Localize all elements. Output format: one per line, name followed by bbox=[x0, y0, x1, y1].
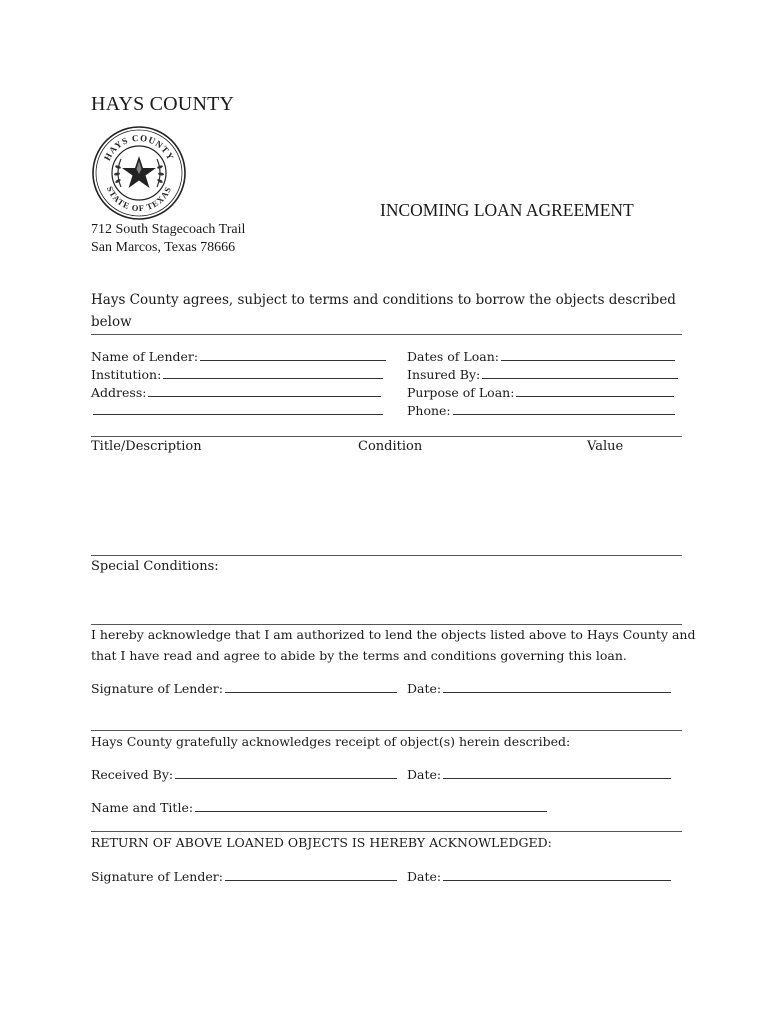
county-seal-logo bbox=[91, 125, 187, 221]
insured-by-input[interactable] bbox=[482, 367, 678, 379]
address-line-1: 712 South Stagecoach Trail bbox=[91, 222, 246, 237]
insured-by-field[interactable] bbox=[407, 367, 678, 382]
acknowledgement-date-label: Date: bbox=[407, 681, 442, 696]
column-header-condition: Condition bbox=[358, 439, 423, 454]
receipt-text: Hays County gratefully acknowledges receipt of object(s) herein described: bbox=[91, 734, 571, 749]
divider bbox=[91, 436, 682, 437]
receipt-date-label: Date: bbox=[407, 767, 442, 782]
return-date-label: Date: bbox=[407, 869, 442, 884]
county-name: HAYS COUNTY bbox=[91, 93, 235, 115]
address-line-2: San Marcos, Texas 78666 bbox=[91, 240, 236, 255]
name-and-title-field[interactable] bbox=[91, 800, 547, 815]
received-by-label: Received By: bbox=[91, 767, 174, 782]
seal-top-text: HAYS COUNTY bbox=[101, 132, 177, 163]
return-date-field[interactable] bbox=[407, 869, 671, 884]
phone-label: Phone: bbox=[407, 403, 451, 418]
phone-input[interactable] bbox=[453, 403, 675, 415]
acknowledgement-line-2: that I have read and agree to abide by the terms and conditions governing this loan. bbox=[91, 648, 627, 663]
loan-purpose-field[interactable] bbox=[407, 385, 674, 400]
received-by-input[interactable] bbox=[175, 767, 397, 779]
lender-name-label: Name of Lender: bbox=[91, 349, 199, 364]
address-line-2-field[interactable] bbox=[91, 403, 383, 418]
seal-bottom-text: STATE OF TEXAS bbox=[104, 184, 174, 214]
insured-by-label: Insured By: bbox=[407, 367, 481, 382]
return-signature-field[interactable] bbox=[91, 869, 397, 884]
divider bbox=[91, 555, 682, 556]
lender-signature-input[interactable] bbox=[225, 681, 397, 693]
address-line-2-input[interactable] bbox=[93, 403, 383, 415]
divider bbox=[91, 334, 682, 335]
name-and-title-input[interactable] bbox=[195, 800, 547, 812]
column-header-value: Value bbox=[587, 439, 624, 454]
institution-label: Institution: bbox=[91, 367, 162, 382]
lender-signature-label: Signature of Lender: bbox=[91, 681, 223, 696]
acknowledgement-line-1: I hereby acknowledge that I am authorized to lend the objects listed above to Hays County and bbox=[91, 627, 696, 642]
lender-name-field[interactable] bbox=[91, 349, 386, 364]
address-label: Address: bbox=[91, 385, 147, 400]
acknowledgement-date-input[interactable] bbox=[443, 681, 671, 693]
receipt-date-input[interactable] bbox=[443, 767, 671, 779]
received-by-field[interactable] bbox=[91, 767, 397, 782]
special-conditions-label: Special Conditions: bbox=[91, 559, 219, 574]
column-header-title-description: Title/Description bbox=[91, 439, 202, 454]
loan-purpose-input[interactable] bbox=[516, 385, 674, 397]
form-title: INCOMING LOAN AGREEMENT bbox=[380, 200, 634, 220]
return-signature-label: Signature of Lender: bbox=[91, 869, 223, 884]
loan-purpose-label: Purpose of Loan: bbox=[407, 385, 515, 400]
loan-dates-label: Dates of Loan: bbox=[407, 349, 499, 364]
lender-signature-field[interactable] bbox=[91, 681, 397, 696]
divider bbox=[91, 831, 682, 832]
return-heading: RETURN OF ABOVE LOANED OBJECTS IS HEREBY ACKNOWLEDGED: bbox=[91, 835, 552, 850]
loan-dates-input[interactable] bbox=[501, 349, 675, 361]
name-and-title-label: Name and Title: bbox=[91, 800, 194, 815]
institution-input[interactable] bbox=[163, 367, 383, 379]
institution-field[interactable] bbox=[91, 367, 383, 382]
receipt-date-field[interactable] bbox=[407, 767, 671, 782]
loan-dates-field[interactable] bbox=[407, 349, 675, 364]
intro-text: Hays County agrees, subject to terms and conditions to borrow the objects described below bbox=[91, 292, 676, 330]
return-date-input[interactable] bbox=[443, 869, 671, 881]
address-field[interactable] bbox=[91, 385, 381, 400]
divider bbox=[91, 730, 682, 731]
divider bbox=[91, 624, 682, 625]
phone-field[interactable] bbox=[407, 403, 675, 418]
return-signature-input[interactable] bbox=[225, 869, 397, 881]
lender-name-input[interactable] bbox=[200, 349, 386, 361]
acknowledgement-date-field[interactable] bbox=[407, 681, 671, 696]
address-input[interactable] bbox=[148, 385, 381, 397]
